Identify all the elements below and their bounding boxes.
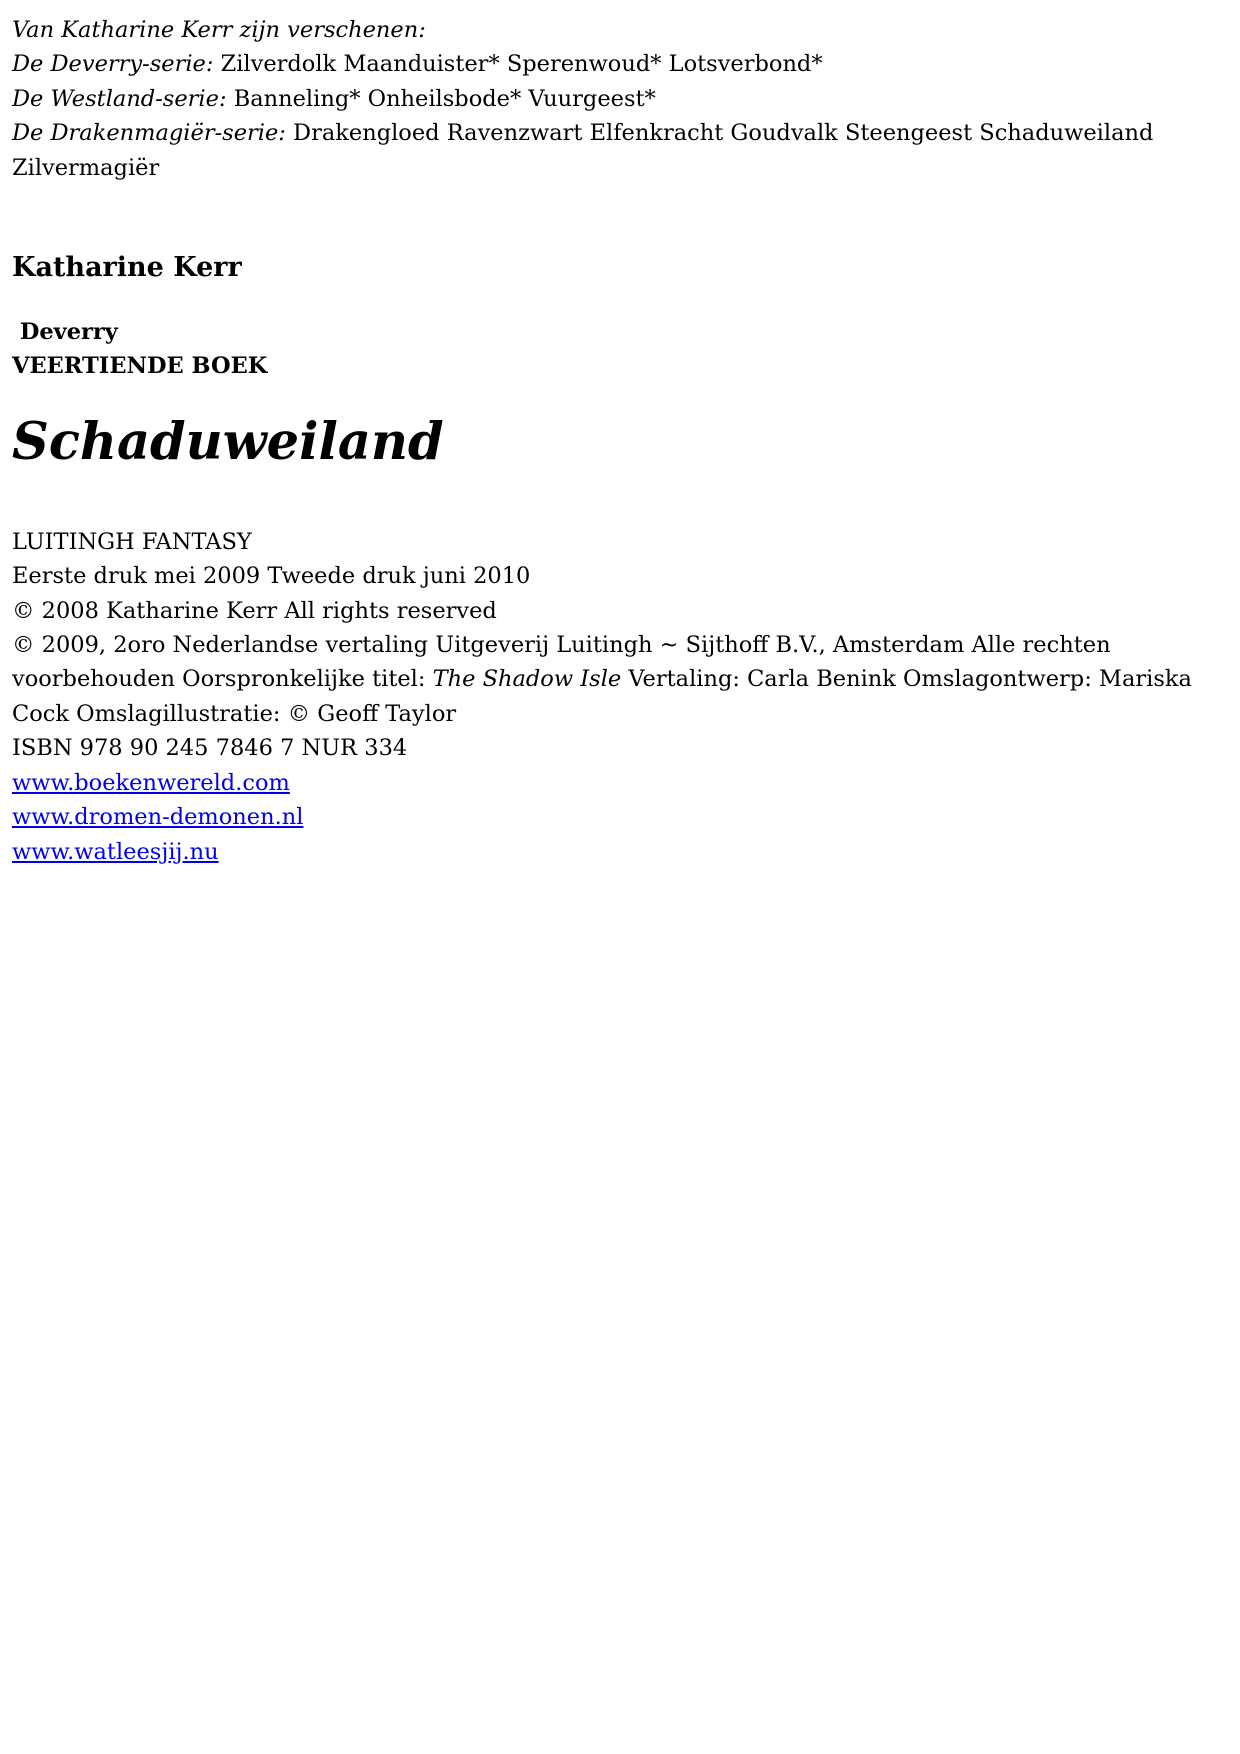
author-name: Katharine Kerr xyxy=(12,252,242,284)
intro-text: Van Katharine Kerr zijn verschenen: xyxy=(12,17,426,43)
copyright-original: © 2008 Katharine Kerr All rights reserved xyxy=(12,597,497,624)
imprint: LUITINGH FANTASY xyxy=(12,528,252,555)
copyright-translation-pre: © 2009, 2oro Nederlandse vertaling Uitgeverij Luitingh ~ Sijthoff B.V., Amsterdam Alle rechten voorbehouden Oorspronkelijke titel: xyxy=(12,632,1111,693)
series-titles: Zilverdolk Maanduister* Sperenwoud* Lotsverbond* xyxy=(220,51,823,78)
link-watleesjij[interactable]: www.watleesjij.nu xyxy=(12,838,219,865)
copyright-translation xyxy=(12,628,1222,731)
editions: Eerste druk mei 2009 Tweede druk juni 2010 xyxy=(12,563,531,590)
publication-info xyxy=(12,525,1222,869)
series-name: Deverry xyxy=(12,319,118,346)
isbn: ISBN 978 90 245 7846 7 NUR 334 xyxy=(12,735,408,762)
series-titles: Banneling* Onheilsbode* Vuurgeest* xyxy=(233,85,656,112)
book-number: VEERTIENDE BOEK xyxy=(12,353,268,380)
series-drakenmagier xyxy=(12,116,1222,185)
series-westland xyxy=(12,82,1222,116)
series-label: De Drakenmagiër-serie: xyxy=(12,120,286,147)
series-info xyxy=(12,315,1222,384)
link-boekenwereld[interactable]: www.boekenwereld.com xyxy=(12,769,290,796)
link-dromen-demonen[interactable]: www.dromen-demonen.nl xyxy=(12,804,304,831)
series-deverry xyxy=(12,47,1222,81)
series-titles: Drakengloed Ravenzwart Elfenkracht Goudvalk Steengeest Schaduweiland Zilvermagiër xyxy=(12,120,1154,181)
series-label: De Westland-serie: xyxy=(12,85,227,112)
book-title: Schaduweiland xyxy=(12,411,444,472)
original-title: The Shadow Isle xyxy=(432,666,622,693)
copyright-translation-post: Vertaling: Carla Benink Omslagontwerp: Mariska Cock Omslagillustratie: © Geoff Taylor xyxy=(12,666,1192,727)
series-label: De Deverry-serie: xyxy=(12,51,214,78)
colophon-page xyxy=(12,13,1222,869)
